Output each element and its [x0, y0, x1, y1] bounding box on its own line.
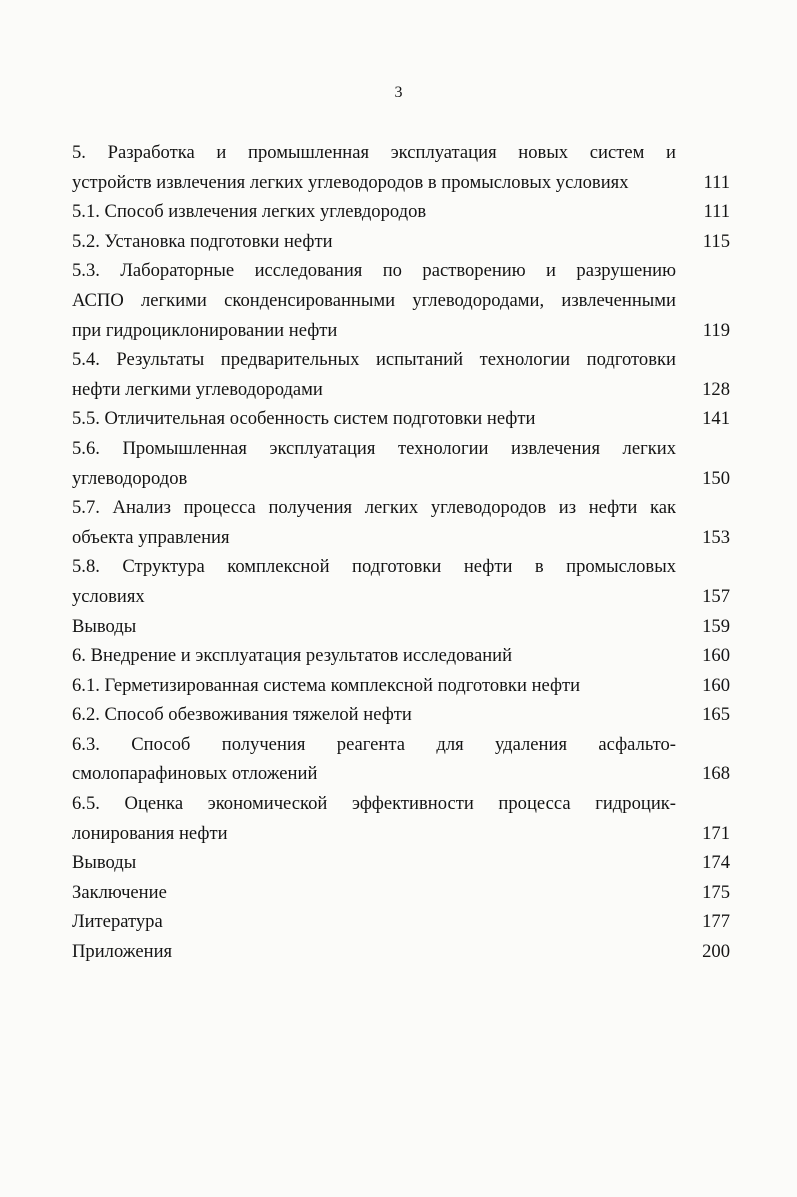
toc-page-number: 159 — [702, 615, 730, 637]
toc-page-number: 141 — [702, 408, 730, 430]
toc-line — [72, 404, 732, 434]
toc-entry-text: 6.1. Герметизированная система комплексной подготовки нефти — [72, 674, 581, 696]
toc-line — [72, 907, 732, 937]
toc-line — [72, 168, 732, 198]
toc-line — [72, 197, 732, 227]
toc-page-number: 115 — [702, 230, 730, 252]
toc-page-number: 150 — [702, 467, 730, 489]
toc-line — [72, 464, 732, 494]
toc-line — [72, 227, 732, 257]
toc-entry-text: 5.3. Лабораторные исследования по растворению и разрушению — [72, 260, 676, 282]
toc-line — [72, 138, 732, 168]
toc-entry-text: 5.5. Отличительная особенность систем подготовки нефти — [72, 408, 536, 430]
toc-entry-text: 6.5. Оценка экономической эффективности процесса гидроцик- — [72, 793, 676, 815]
toc-line — [72, 937, 732, 967]
toc-line — [72, 612, 732, 642]
toc-line — [72, 434, 732, 464]
toc-entry-text: объекта управления — [72, 526, 230, 548]
toc-page-number: 128 — [702, 378, 730, 400]
toc-line — [72, 730, 732, 760]
toc-page-number: 160 — [702, 645, 730, 667]
toc-entry-text: нефти легкими углеводородами — [72, 378, 323, 400]
toc-page-number: 200 — [702, 941, 730, 963]
toc-line — [72, 641, 732, 671]
toc-entry-text: Выводы — [72, 615, 137, 637]
toc-entry-text: Литература — [72, 911, 163, 933]
toc-page-number: 165 — [702, 704, 730, 726]
toc-entry-text: Выводы — [72, 852, 137, 874]
toc-line — [72, 493, 732, 523]
toc-entry-text: углеводородов — [72, 467, 188, 489]
toc-line — [72, 552, 732, 582]
toc-entry-text: устройств извлечения легких углеводородов в промысловых условиях — [72, 171, 629, 193]
toc-entry-text: 5.4. Результаты предварительных испытаний технологии подготовки — [72, 349, 676, 371]
toc-entry-text: смолопарафиновых отложений — [72, 763, 318, 785]
toc-line — [72, 848, 732, 878]
toc-page-number: 177 — [702, 911, 730, 933]
toc-entry-text: 5.7. Анализ процесса получения легких углеводородов из нефти как — [72, 497, 676, 519]
toc-entry-text: 5.1. Способ извлечения легких углевдородов — [72, 201, 427, 223]
toc-entry-text: 5.2. Установка подготовки нефти — [72, 230, 333, 252]
toc-page-number: 171 — [702, 822, 730, 844]
toc-line — [72, 759, 732, 789]
toc-page-number: 153 — [702, 526, 730, 548]
toc-page-number: 119 — [702, 319, 730, 341]
toc-line — [72, 819, 732, 849]
toc-page-number: 111 — [703, 171, 730, 193]
toc-page-number: 168 — [702, 763, 730, 785]
toc-line — [72, 523, 732, 553]
toc-line — [72, 671, 732, 701]
toc-line — [72, 789, 732, 819]
toc-line — [72, 316, 732, 346]
toc-page-number: 157 — [702, 585, 730, 607]
toc-entry-text: АСПО легкими сконденсированными углеводородами, извлеченными — [72, 289, 676, 311]
toc-entry-text: 5. Разработка и промышленная эксплуатация новых систем и — [72, 142, 676, 163]
toc-line — [72, 256, 732, 286]
toc-entry-text: лонирования нефти — [72, 822, 228, 844]
page-number: 3 — [394, 84, 403, 101]
toc-line — [72, 286, 732, 316]
toc-page-number: 175 — [702, 881, 730, 903]
toc-line — [72, 345, 732, 375]
toc-line — [72, 375, 732, 405]
toc-entry-text: при гидроциклонировании нефти — [72, 319, 338, 341]
toc-line — [72, 700, 732, 730]
toc-entry-text: 5.8. Структура комплексной подготовки нефти в промысловых — [72, 556, 676, 578]
toc-page-number: 160 — [702, 674, 730, 696]
toc-page-number: 174 — [702, 852, 730, 874]
toc-entry-text: 6.3. Способ получения реагента для удаления асфальто- — [72, 733, 676, 755]
toc-line — [72, 582, 732, 612]
toc-page-number: 111 — [703, 201, 730, 223]
toc-entry-text: 6.2. Способ обезвоживания тяжелой нефти — [72, 704, 412, 726]
toc-entry-text: Заключение — [72, 881, 167, 903]
toc-entry-text: условиях — [72, 585, 145, 607]
table-of-contents — [72, 138, 732, 967]
toc-entry-text: 5.6. Промышленная эксплуатация технологии извлечения легких — [72, 437, 676, 459]
toc-line — [72, 878, 732, 908]
toc-entry-text: 6. Внедрение и эксплуатация результатов исследований — [72, 645, 513, 667]
toc-entry-text: Приложения — [72, 941, 173, 963]
